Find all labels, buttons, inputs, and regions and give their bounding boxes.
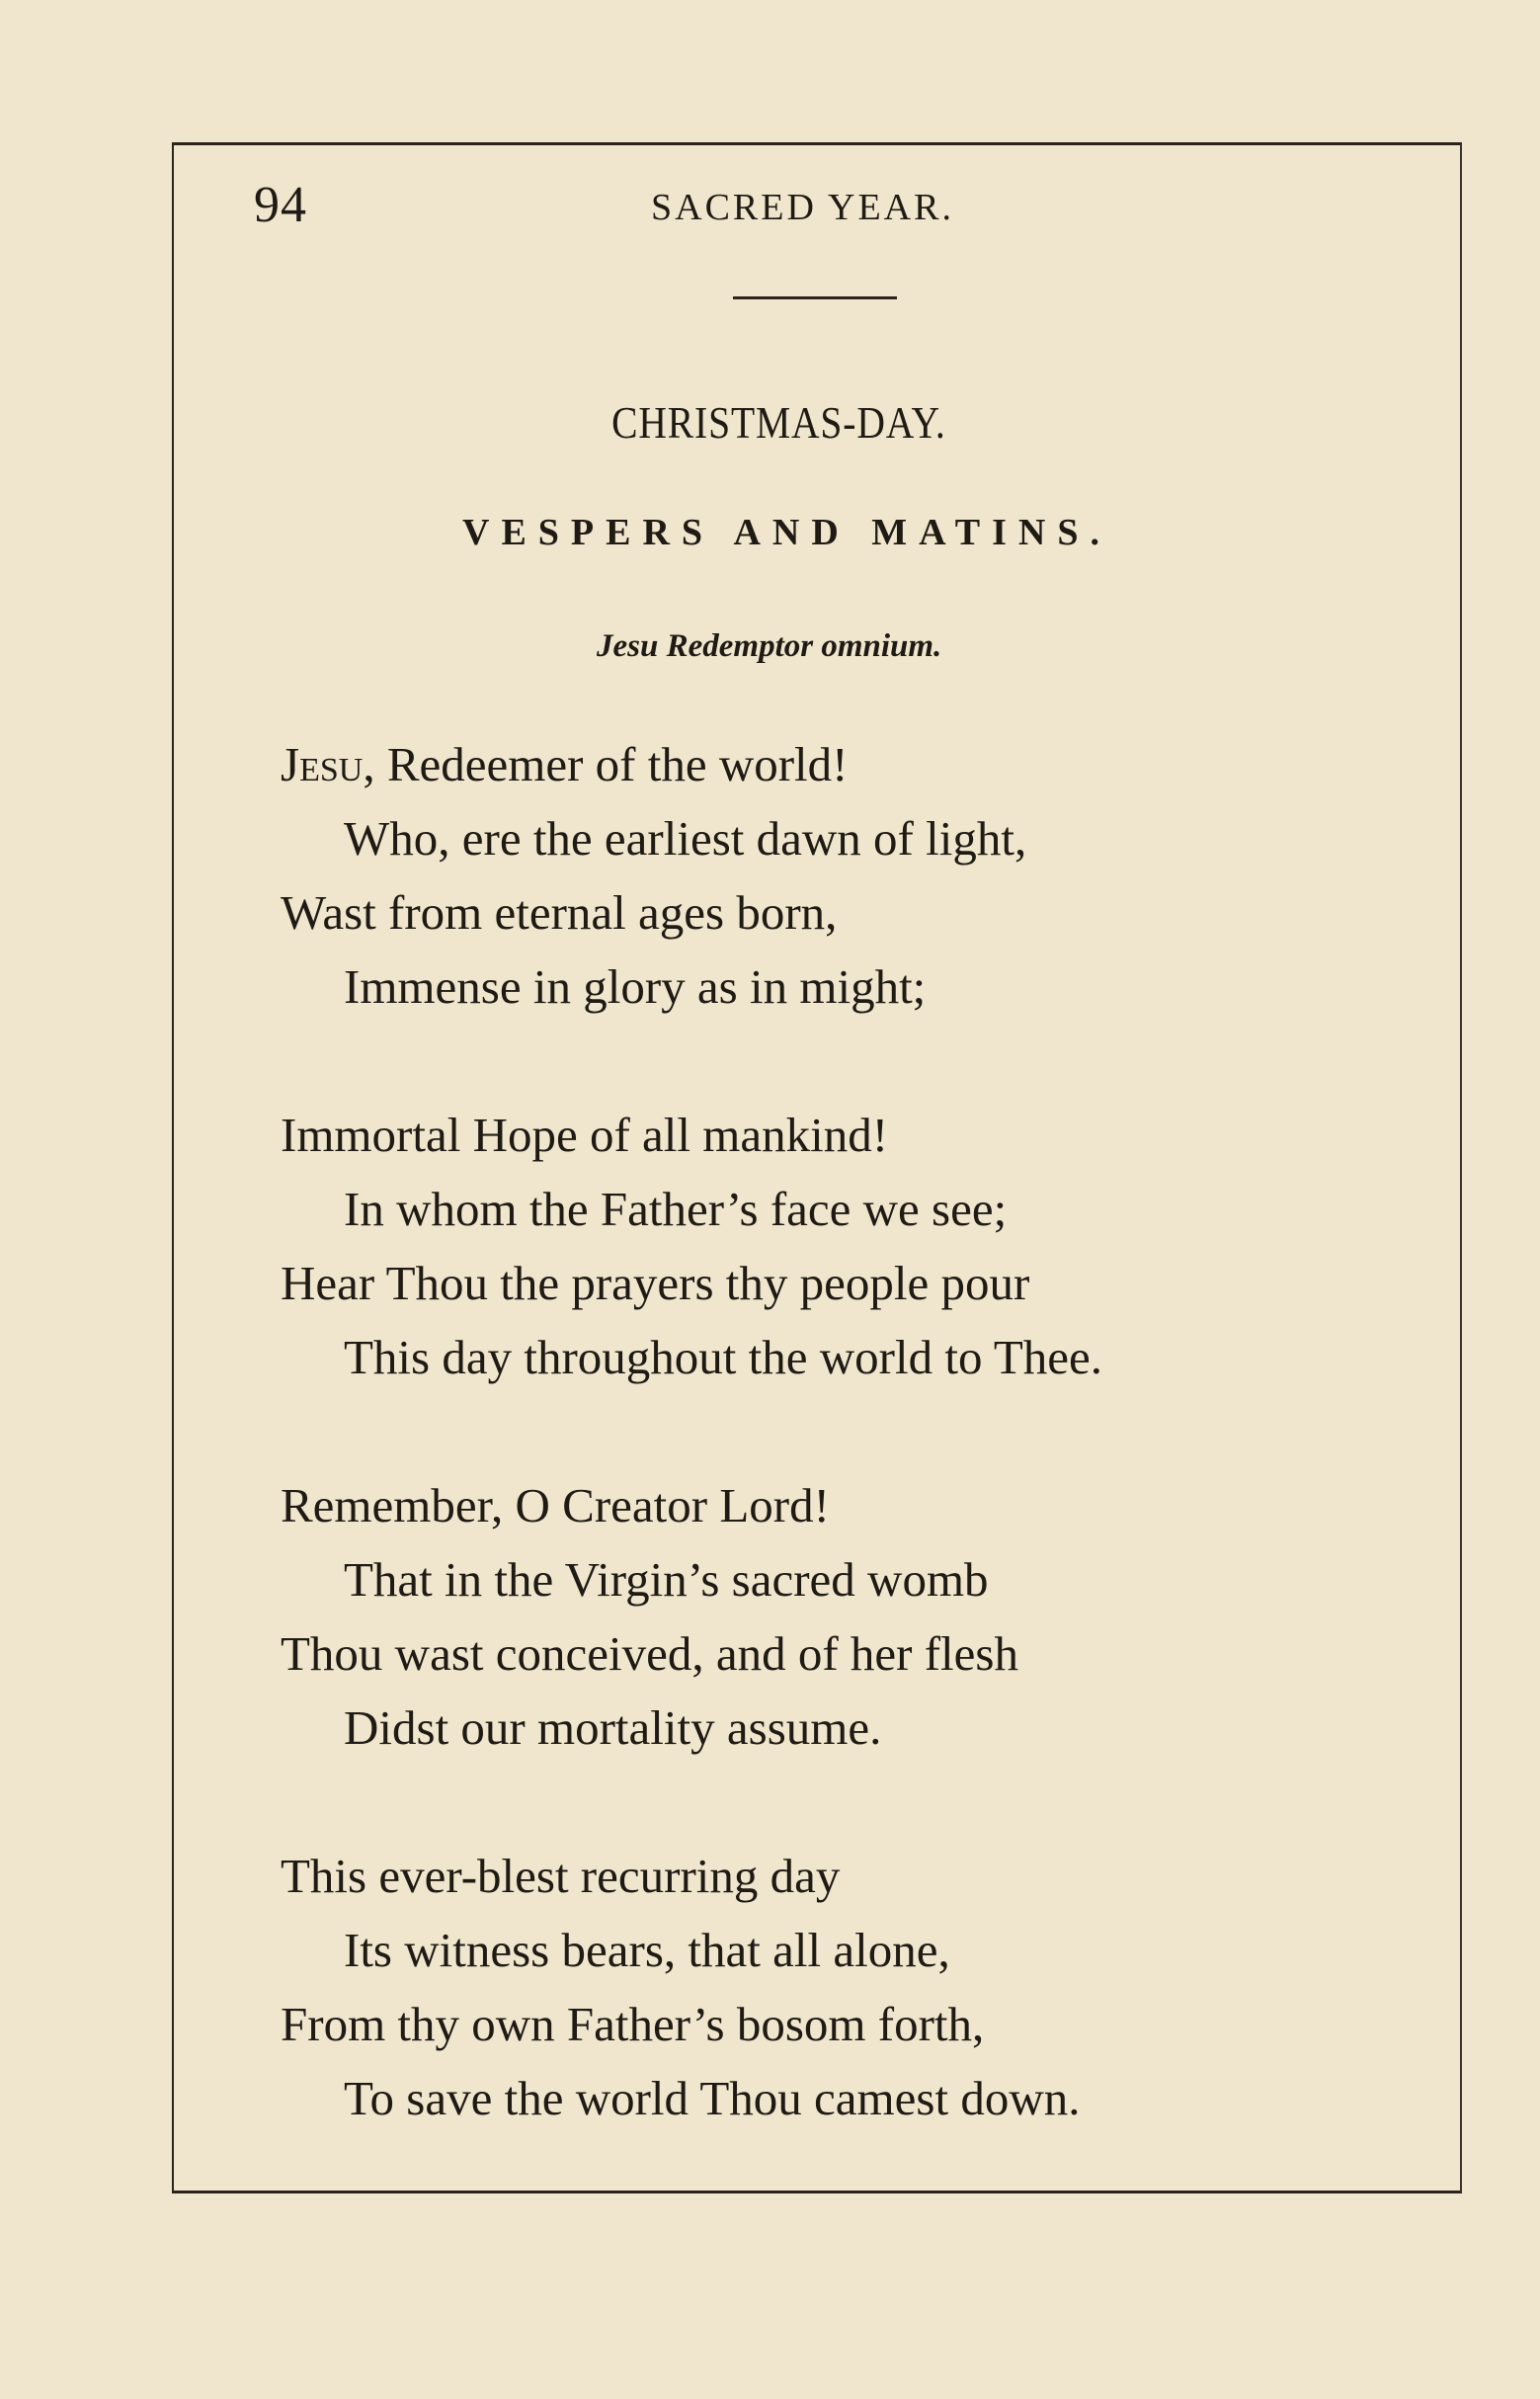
- section-subtitle: VESPERS AND MATINS.: [462, 512, 1111, 553]
- poem-line: Thou wast conceived, and of her flesh: [281, 1626, 1018, 1681]
- poem-line: Wast from eternal ages born,: [281, 885, 838, 940]
- latin-incipit: Jesu Redemptor omnium.: [597, 628, 942, 664]
- section-title: CHRISTMAS-DAY.: [611, 397, 946, 448]
- poem-line: To save the world Thou camest down.: [344, 2071, 1081, 2125]
- line-rest: , Redeemer of the world!: [363, 737, 849, 791]
- poem-line: Didst our mortality assume.: [344, 1700, 882, 1755]
- poem-line: That in the Virgin’s sacred womb: [344, 1552, 989, 1607]
- poem-line: Immense in glory as in might;: [344, 959, 927, 1014]
- poem-line: This day throughout the world to Thee.: [344, 1330, 1102, 1384]
- title-rule: [733, 296, 897, 299]
- poem-line: This ever-blest recurring day: [281, 1849, 841, 1903]
- poem-line: Who, ere the earliest dawn of light,: [344, 811, 1027, 866]
- stanza-2: [281, 1098, 1446, 1394]
- poem-line: Its witness bears, that all alone,: [344, 1923, 950, 1977]
- running-title: SACRED YEAR.: [651, 187, 954, 228]
- poem-line: From thy own Father’s bosom forth,: [281, 1997, 985, 2051]
- running-head: [172, 176, 1462, 235]
- poem-line: Immortal Hope of all mankind!: [281, 1108, 889, 1162]
- first-word-small-caps: Jesu: [281, 737, 364, 791]
- poem-line: Remember, O Creator Lord!: [281, 1478, 830, 1532]
- stanza-4: [281, 1839, 1446, 2135]
- stanza-1: [281, 727, 1446, 1024]
- poem-line: Hear Thou the prayers thy people pour: [281, 1256, 1030, 1310]
- poem-line: In whom the Father’s face we see;: [344, 1182, 1008, 1236]
- stanza-3: [281, 1468, 1446, 1765]
- poem-line: [281, 727, 1446, 801]
- page-number: 94: [254, 177, 307, 233]
- poem: [281, 727, 1446, 2209]
